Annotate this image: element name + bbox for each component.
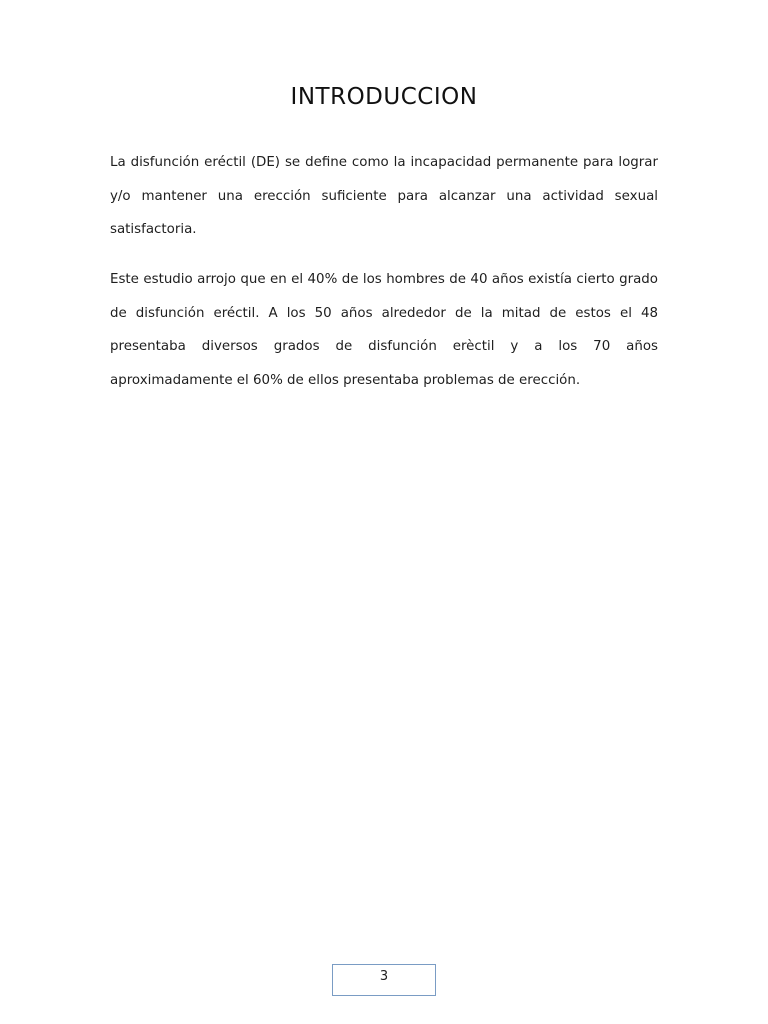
page-title: INTRODUCCION xyxy=(290,84,478,110)
paragraph-study-results: Este estudio arrojo que en el 40% de los hombres de 40 años existía cierto grado de disfunción eréctil. A los 50 años alrededor de la mitad de estos el 48 presentaba diversos grados de disfunción erèctil y a los 70 años aproximadamente el 60% de ellos presentaba problemas de erección. xyxy=(110,272,658,389)
page-number: 3 xyxy=(332,964,436,996)
paragraph-definition: La disfunción eréctil (DE) se define como la incapacidad permanente para lograr y/o mantener una erección suficiente para alcanzar una actividad sexual satisfactoria. xyxy=(110,155,658,238)
